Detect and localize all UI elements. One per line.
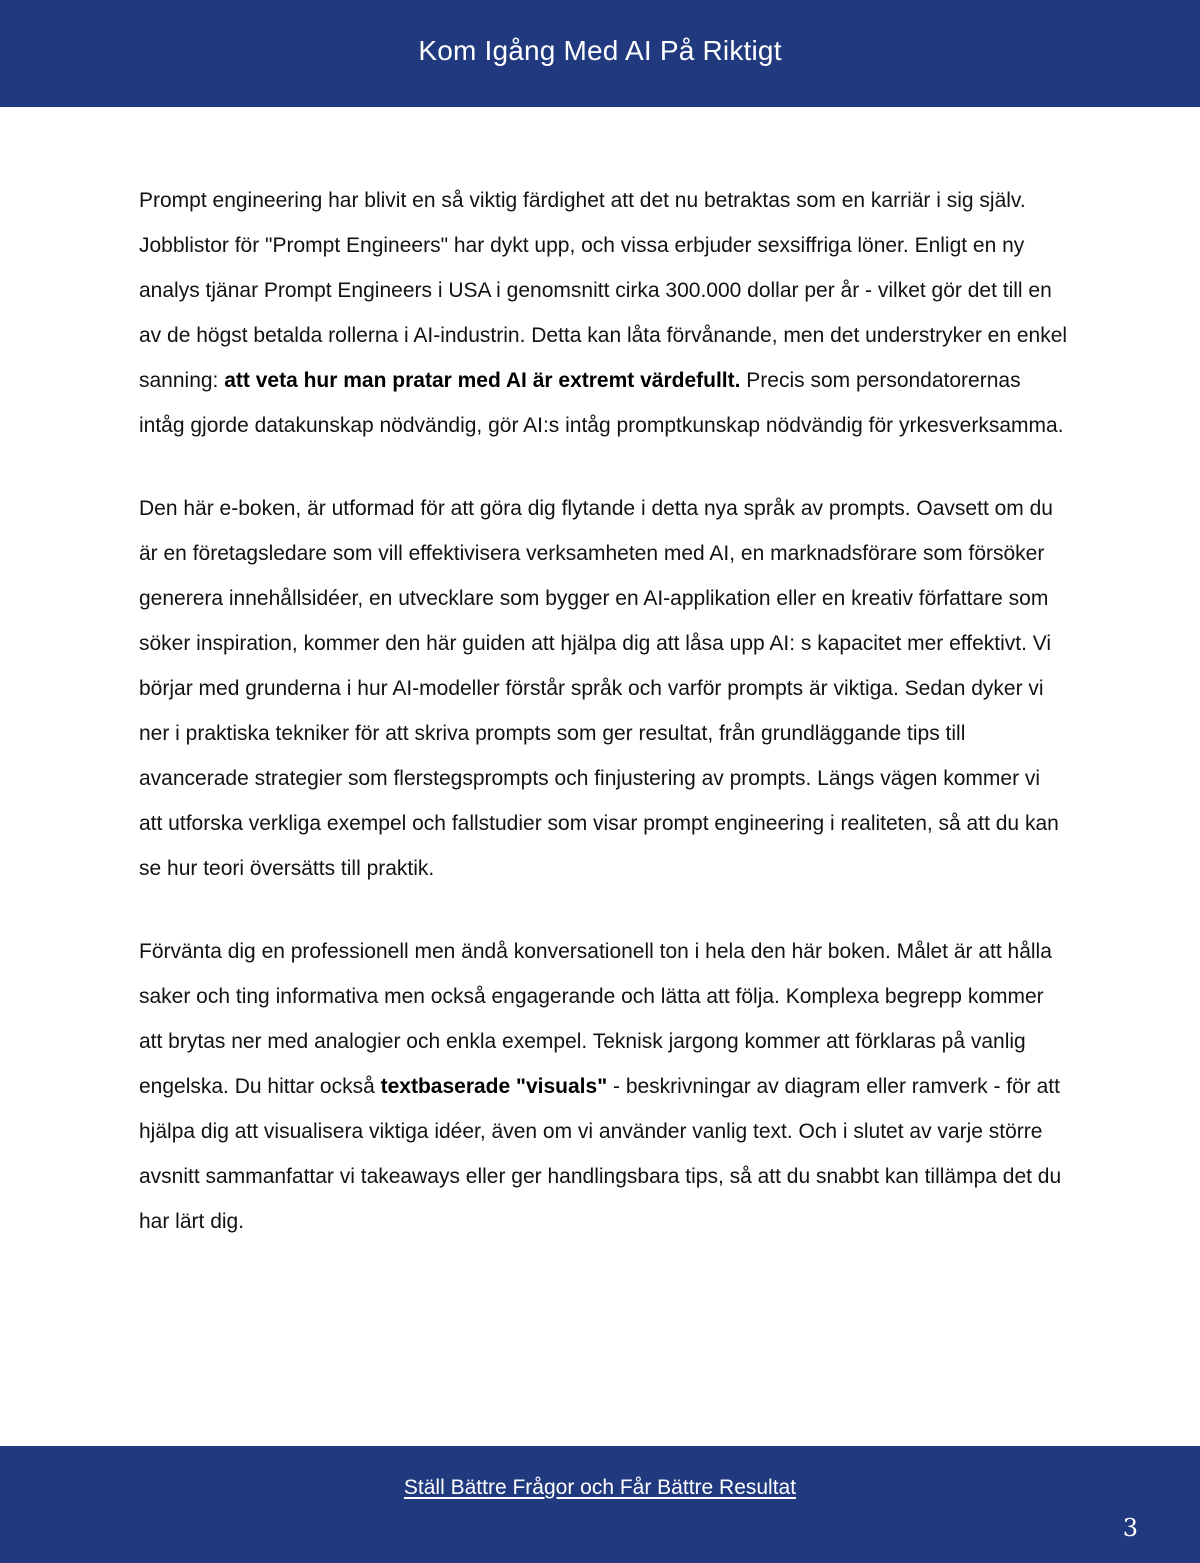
paragraph-1-bold-text: att veta hur man pratar med AI är extremt värdefullt. bbox=[224, 369, 741, 392]
paragraph-3 bbox=[139, 929, 1069, 1244]
paragraph-3-text-start: Förvänta dig en professionell men ändå konversationell ton i hela den här boken. Målet är att hålla saker och ting informativa men också engagerande och lätta att följa. Komplexa begrepp kommer att brytas ner med analogier och enkla exempel. Teknisk jargong kommer att förklaras på vanlig engelska. Du hittar också bbox=[139, 940, 1052, 1098]
paragraph-1 bbox=[139, 178, 1069, 448]
page-footer bbox=[0, 1446, 1200, 1563]
paragraph-2: Den här e-boken, är utformad för att göra dig flytande i detta nya språk av prompts. Oavsett om du är en företagsledare som vill effektivisera verksamheten med AI, en marknadsförare som försöker generera innehållsidéer, en utvecklare som bygger en AI-applikation eller en kreativ författare som söker inspiration, kommer den här guiden att hjälpa dig att låsa upp AI: s kapacitet mer effektivt. Vi börjar med grunderna i hur AI-modeller förstår språk och varför prompts är viktiga. Sedan dyker vi ner i praktiska tekniker för att skriva prompts som ger resultat, från grundläggande tips till avancerade strategier som flerstegsprompts och finjustering av prompts. Längs vägen kommer vi att utforska verkliga exempel och fallstudier som visar prompt engineering i realiteten, så att du kan se hur teori översätts till praktik. bbox=[139, 497, 1059, 880]
main-content bbox=[139, 178, 1069, 1282]
footer-link[interactable]: Ställ Bättre Frågor och Får Bättre Resultat bbox=[403, 1476, 797, 1499]
paragraph-1-text-end: Precis som persondatorernas intåg gjorde datakunskap nödvändig, gör AI:s intåg promptkunskap nödvändig för yrkesverksamma. bbox=[139, 369, 1064, 437]
page-header bbox=[0, 0, 1200, 107]
page-number: 3 bbox=[1122, 1514, 1138, 1542]
paragraph-1-text-start: Prompt engineering har blivit en så viktig färdighet att det nu betraktas som en karriär i sig själv. Jobblistor för "Prompt Engineers" har dykt upp, och vissa erbjuder sexsiffriga löner. Enligt en ny analys tjänar Prompt Engineers i USA i genomsnitt cirka 300.000 dollar per år - vilket gör det till en av de högst betalda rollerna i AI-industrin. Detta kan låta förvånande, men det understryker en enkel sanning: bbox=[139, 189, 1068, 392]
paragraph-3-bold-text: textbaserade "visuals" bbox=[380, 1075, 608, 1098]
paragraph-3-text-end: - beskrivningar av diagram eller ramverk - för att hjälpa dig att visualisera viktiga idéer, även om vi använder vanlig text. Och i slutet av varje större avsnitt sammanfattar vi takeaways eller ger handlingsbara tips, så att du snabbt kan tillämpa det du har lärt dig. bbox=[139, 1075, 1062, 1233]
header-title: Kom Igång Med AI På Riktigt bbox=[418, 34, 782, 66]
